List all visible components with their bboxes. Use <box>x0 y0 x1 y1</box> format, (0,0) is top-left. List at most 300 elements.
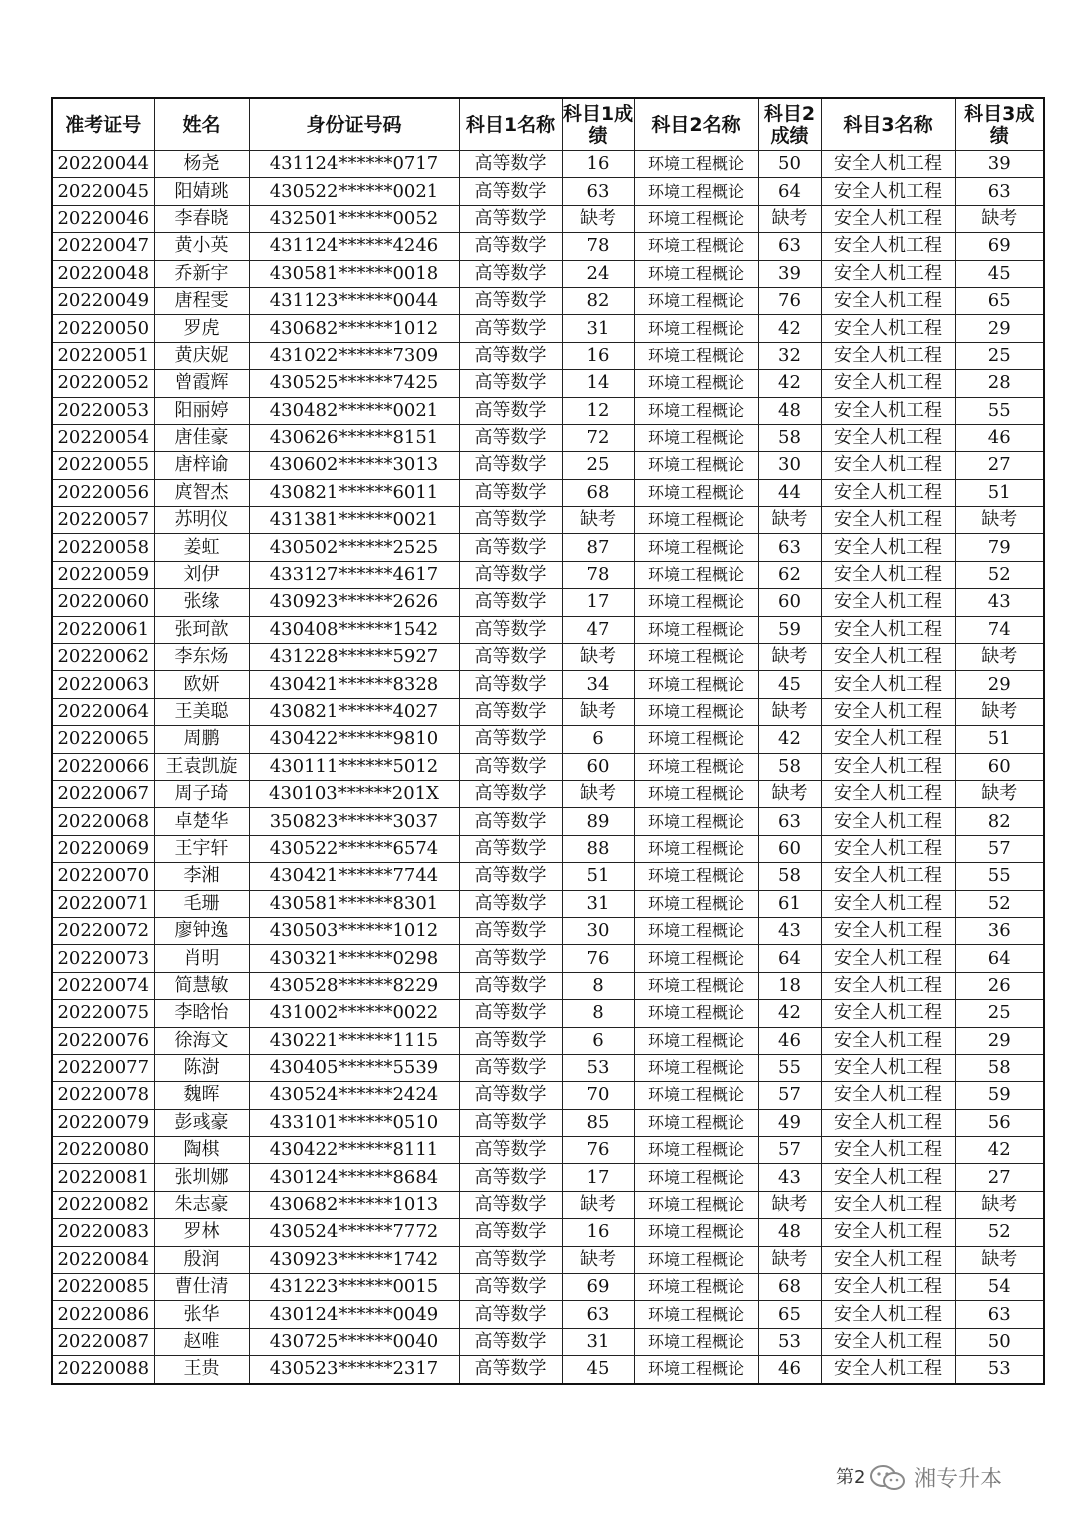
cell-subject1-name: 高等数学 <box>459 917 562 944</box>
cell-subject1-name: 高等数学 <box>459 260 562 287</box>
table-row <box>52 863 1044 890</box>
cell-subject1-name: 高等数学 <box>459 589 562 616</box>
cell-subject3-name: 安全人机工程 <box>821 1137 955 1164</box>
cell-subject1-score: 63 <box>562 178 634 205</box>
cell-subject3-name: 安全人机工程 <box>821 287 955 314</box>
cell-subject1-name: 高等数学 <box>459 452 562 479</box>
cell-subject2-name: 环境工程概论 <box>634 1328 758 1355</box>
cell-name: 李春晓 <box>154 205 249 232</box>
cell-subject1-score: 89 <box>562 808 634 835</box>
cell-subject1-name: 高等数学 <box>459 1246 562 1273</box>
cell-subject3-score: 39 <box>955 151 1044 178</box>
cell-name: 彭彧豪 <box>154 1109 249 1136</box>
cell-subject2-score: 43 <box>758 1164 821 1191</box>
cell-id-number: 430482******0021 <box>249 397 459 424</box>
cell-subject3-name: 安全人机工程 <box>821 698 955 725</box>
cell-exam-number: 20220071 <box>52 890 154 917</box>
cell-subject3-score: 55 <box>955 863 1044 890</box>
cell-subject2-score: 61 <box>758 890 821 917</box>
cell-subject1-name: 高等数学 <box>459 151 562 178</box>
cell-id-number: 430821******4027 <box>249 698 459 725</box>
cell-id-number: 430581******8301 <box>249 890 459 917</box>
cell-subject3-score: 29 <box>955 671 1044 698</box>
cell-subject1-name: 高等数学 <box>459 479 562 506</box>
cell-subject2-score: 60 <box>758 589 821 616</box>
cell-subject1-score: 缺考 <box>562 1191 634 1218</box>
cell-subject3-name: 安全人机工程 <box>821 561 955 588</box>
table-row <box>52 1274 1044 1301</box>
cell-subject3-name: 安全人机工程 <box>821 233 955 260</box>
table-row <box>52 534 1044 561</box>
cell-subject2-name: 环境工程概论 <box>634 1082 758 1109</box>
cell-subject2-score: 43 <box>758 917 821 944</box>
cell-subject3-score: 74 <box>955 616 1044 643</box>
cell-name: 王宇轩 <box>154 835 249 862</box>
cell-id-number: 431002******0022 <box>249 1000 459 1027</box>
cell-subject2-name: 环境工程概论 <box>634 644 758 671</box>
cell-exam-number: 20220044 <box>52 151 154 178</box>
cell-subject1-score: 缺考 <box>562 644 634 671</box>
cell-subject2-score: 缺考 <box>758 644 821 671</box>
cell-subject1-name: 高等数学 <box>459 1054 562 1081</box>
cell-subject2-name: 环境工程概论 <box>634 260 758 287</box>
cell-subject1-name: 高等数学 <box>459 808 562 835</box>
cell-subject2-name: 环境工程概论 <box>634 287 758 314</box>
cell-name: 张圳娜 <box>154 1164 249 1191</box>
cell-subject2-score: 65 <box>758 1301 821 1328</box>
cell-name: 庹智杰 <box>154 479 249 506</box>
table-row <box>52 1000 1044 1027</box>
cell-id-number: 431022******7309 <box>249 342 459 369</box>
cell-subject1-name: 高等数学 <box>459 534 562 561</box>
cell-subject2-name: 环境工程概论 <box>634 1027 758 1054</box>
cell-subject1-score: 8 <box>562 972 634 999</box>
cell-id-number: 431381******0021 <box>249 507 459 534</box>
cell-subject2-name: 环境工程概论 <box>634 1164 758 1191</box>
table-row <box>52 698 1044 725</box>
cell-id-number: 431124******4246 <box>249 233 459 260</box>
cell-subject3-name: 安全人机工程 <box>821 315 955 342</box>
cell-subject3-score: 53 <box>955 1356 1044 1384</box>
cell-subject3-score: 79 <box>955 534 1044 561</box>
cell-subject2-score: 32 <box>758 342 821 369</box>
cell-subject1-name: 高等数学 <box>459 342 562 369</box>
cell-name: 简慧敏 <box>154 972 249 999</box>
cell-subject2-name: 环境工程概论 <box>634 945 758 972</box>
table-row <box>52 780 1044 807</box>
cell-subject2-score: 68 <box>758 1274 821 1301</box>
cell-subject1-score: 68 <box>562 479 634 506</box>
table-row <box>52 1219 1044 1246</box>
cell-subject2-name: 环境工程概论 <box>634 671 758 698</box>
header-subject3-score: 科目3成绩 <box>955 98 1044 151</box>
cell-subject3-score: 50 <box>955 1328 1044 1355</box>
cell-subject3-name: 安全人机工程 <box>821 1164 955 1191</box>
cell-subject3-score: 缺考 <box>955 507 1044 534</box>
cell-subject3-name: 安全人机工程 <box>821 1356 955 1384</box>
cell-subject3-name: 安全人机工程 <box>821 780 955 807</box>
cell-subject2-name: 环境工程概论 <box>634 561 758 588</box>
header-subject3-name: 科目3名称 <box>821 98 955 151</box>
cell-subject2-score: 18 <box>758 972 821 999</box>
cell-exam-number: 20220049 <box>52 287 154 314</box>
cell-subject1-score: 31 <box>562 1328 634 1355</box>
cell-id-number: 431123******0044 <box>249 287 459 314</box>
cell-subject1-score: 缺考 <box>562 1246 634 1273</box>
cell-name: 姜虹 <box>154 534 249 561</box>
cell-name: 阳丽婷 <box>154 397 249 424</box>
cell-subject3-score: 52 <box>955 1219 1044 1246</box>
table-row <box>52 1082 1044 1109</box>
cell-id-number: 430321******0298 <box>249 945 459 972</box>
cell-id-number: 430523******2317 <box>249 1356 459 1384</box>
cell-subject2-name: 环境工程概论 <box>634 698 758 725</box>
cell-id-number: 430524******7772 <box>249 1219 459 1246</box>
cell-id-number: 430502******2525 <box>249 534 459 561</box>
cell-subject1-name: 高等数学 <box>459 972 562 999</box>
cell-subject1-score: 16 <box>562 1219 634 1246</box>
cell-name: 张华 <box>154 1301 249 1328</box>
cell-subject3-name: 安全人机工程 <box>821 452 955 479</box>
cell-name: 王袁凯旋 <box>154 753 249 780</box>
cell-subject2-name: 环境工程概论 <box>634 452 758 479</box>
cell-subject2-score: 64 <box>758 178 821 205</box>
cell-subject3-score: 缺考 <box>955 698 1044 725</box>
cell-id-number: 430522******6574 <box>249 835 459 862</box>
cell-subject2-score: 63 <box>758 534 821 561</box>
cell-id-number: 430405******5539 <box>249 1054 459 1081</box>
cell-subject1-score: 25 <box>562 452 634 479</box>
cell-exam-number: 20220073 <box>52 945 154 972</box>
cell-subject2-score: 39 <box>758 260 821 287</box>
table-row <box>52 1356 1044 1384</box>
cell-subject2-name: 环境工程概论 <box>634 753 758 780</box>
cell-subject3-name: 安全人机工程 <box>821 890 955 917</box>
table-row <box>52 808 1044 835</box>
cell-subject2-name: 环境工程概论 <box>634 507 758 534</box>
cell-exam-number: 20220086 <box>52 1301 154 1328</box>
cell-subject2-name: 环境工程概论 <box>634 835 758 862</box>
table-row <box>52 1328 1044 1355</box>
table-row <box>52 1027 1044 1054</box>
cell-subject1-score: 76 <box>562 1137 634 1164</box>
cell-subject3-score: 25 <box>955 1000 1044 1027</box>
cell-subject1-name: 高等数学 <box>459 1328 562 1355</box>
table-row <box>52 151 1044 178</box>
cell-subject1-score: 缺考 <box>562 205 634 232</box>
cell-subject2-score: 55 <box>758 1054 821 1081</box>
cell-exam-number: 20220085 <box>52 1274 154 1301</box>
table-row <box>52 287 1044 314</box>
cell-id-number: 430581******0018 <box>249 260 459 287</box>
cell-subject1-score: 30 <box>562 917 634 944</box>
cell-id-number: 430422******8111 <box>249 1137 459 1164</box>
cell-subject2-score: 缺考 <box>758 780 821 807</box>
cell-exam-number: 20220050 <box>52 315 154 342</box>
cell-subject3-score: 缺考 <box>955 1191 1044 1218</box>
cell-subject3-name: 安全人机工程 <box>821 260 955 287</box>
cell-subject1-score: 53 <box>562 1054 634 1081</box>
cell-subject3-name: 安全人机工程 <box>821 1082 955 1109</box>
table-row <box>52 890 1044 917</box>
cell-subject3-name: 安全人机工程 <box>821 1000 955 1027</box>
cell-subject3-name: 安全人机工程 <box>821 178 955 205</box>
cell-id-number: 430124******0049 <box>249 1301 459 1328</box>
cell-subject2-name: 环境工程概论 <box>634 589 758 616</box>
cell-id-number: 430923******2626 <box>249 589 459 616</box>
cell-subject1-score: 16 <box>562 342 634 369</box>
table-row <box>52 644 1044 671</box>
table-row <box>52 424 1044 451</box>
cell-subject1-score: 6 <box>562 1027 634 1054</box>
cell-name: 张珂歆 <box>154 616 249 643</box>
cell-id-number: 430103******201X <box>249 780 459 807</box>
cell-subject2-score: 46 <box>758 1027 821 1054</box>
cell-id-number: 430528******8229 <box>249 972 459 999</box>
table-row <box>52 1301 1044 1328</box>
table-row <box>52 561 1044 588</box>
cell-subject3-name: 安全人机工程 <box>821 616 955 643</box>
cell-subject1-name: 高等数学 <box>459 1301 562 1328</box>
cell-subject2-name: 环境工程概论 <box>634 233 758 260</box>
watermark-text: 湘专升本 <box>914 1467 1003 1492</box>
cell-exam-number: 20220047 <box>52 233 154 260</box>
header-subject1-score: 科目1成绩 <box>562 98 634 151</box>
cell-subject3-score: 36 <box>955 917 1044 944</box>
cell-subject1-score: 缺考 <box>562 698 634 725</box>
cell-subject2-name: 环境工程概论 <box>634 780 758 807</box>
cell-exam-number: 20220052 <box>52 370 154 397</box>
cell-subject3-score: 63 <box>955 178 1044 205</box>
cell-subject2-score: 44 <box>758 479 821 506</box>
cell-subject1-score: 31 <box>562 890 634 917</box>
cell-subject3-score: 42 <box>955 1137 1044 1164</box>
cell-exam-number: 20220080 <box>52 1137 154 1164</box>
cell-subject2-score: 64 <box>758 945 821 972</box>
table-row <box>52 452 1044 479</box>
cell-id-number: 433127******4617 <box>249 561 459 588</box>
cell-subject3-name: 安全人机工程 <box>821 1246 955 1273</box>
cell-id-number: 430111******5012 <box>249 753 459 780</box>
table-row <box>52 616 1044 643</box>
cell-id-number: 430821******6011 <box>249 479 459 506</box>
cell-subject2-score: 63 <box>758 808 821 835</box>
cell-subject2-score: 50 <box>758 151 821 178</box>
cell-subject3-score: 27 <box>955 452 1044 479</box>
cell-exam-number: 20220065 <box>52 726 154 753</box>
cell-subject2-name: 环境工程概论 <box>634 1137 758 1164</box>
cell-name: 殷润 <box>154 1246 249 1273</box>
cell-subject3-score: 45 <box>955 260 1044 287</box>
cell-subject2-name: 环境工程概论 <box>634 917 758 944</box>
cell-subject1-score: 76 <box>562 945 634 972</box>
cell-subject2-name: 环境工程概论 <box>634 890 758 917</box>
table-row <box>52 1164 1044 1191</box>
table-row <box>52 1109 1044 1136</box>
cell-subject2-name: 环境工程概论 <box>634 863 758 890</box>
cell-subject3-score: 56 <box>955 1109 1044 1136</box>
cell-exam-number: 20220057 <box>52 507 154 534</box>
table-row <box>52 178 1044 205</box>
cell-subject2-score: 58 <box>758 753 821 780</box>
cell-subject3-score: 43 <box>955 589 1044 616</box>
watermark <box>868 1462 1002 1493</box>
cell-subject2-name: 环境工程概论 <box>634 205 758 232</box>
cell-id-number: 430525******7425 <box>249 370 459 397</box>
table-row <box>52 205 1044 232</box>
cell-exam-number: 20220062 <box>52 644 154 671</box>
cell-subject2-score: 48 <box>758 397 821 424</box>
cell-subject3-score: 57 <box>955 835 1044 862</box>
cell-name: 魏晖 <box>154 1082 249 1109</box>
cell-subject2-score: 53 <box>758 1328 821 1355</box>
cell-subject3-score: 60 <box>955 753 1044 780</box>
cell-exam-number: 20220059 <box>52 561 154 588</box>
cell-subject1-name: 高等数学 <box>459 178 562 205</box>
cell-exam-number: 20220064 <box>52 698 154 725</box>
cell-subject2-name: 环境工程概论 <box>634 616 758 643</box>
cell-name: 陈澍 <box>154 1054 249 1081</box>
cell-subject2-score: 49 <box>758 1109 821 1136</box>
cell-name: 李湘 <box>154 863 249 890</box>
wechat-icon <box>868 1463 908 1493</box>
cell-subject3-score: 26 <box>955 972 1044 999</box>
cell-subject1-score: 47 <box>562 616 634 643</box>
cell-subject3-score: 54 <box>955 1274 1044 1301</box>
table-row <box>52 671 1044 698</box>
cell-subject1-score: 60 <box>562 753 634 780</box>
cell-subject1-score: 14 <box>562 370 634 397</box>
table-row <box>52 945 1044 972</box>
cell-subject3-name: 安全人机工程 <box>821 1274 955 1301</box>
cell-subject1-name: 高等数学 <box>459 315 562 342</box>
cell-name: 唐佳豪 <box>154 424 249 451</box>
cell-exam-number: 20220076 <box>52 1027 154 1054</box>
cell-name: 王贵 <box>154 1356 249 1384</box>
cell-subject1-name: 高等数学 <box>459 1191 562 1218</box>
cell-id-number: 430626******8151 <box>249 424 459 451</box>
cell-id-number: 430682******1013 <box>249 1191 459 1218</box>
cell-subject2-name: 环境工程概论 <box>634 315 758 342</box>
cell-subject2-score: 57 <box>758 1082 821 1109</box>
cell-id-number: 430422******9810 <box>249 726 459 753</box>
cell-subject2-name: 环境工程概论 <box>634 397 758 424</box>
cell-exam-number: 20220070 <box>52 863 154 890</box>
cell-name: 苏明仪 <box>154 507 249 534</box>
cell-name: 欧妍 <box>154 671 249 698</box>
cell-subject3-score: 缺考 <box>955 644 1044 671</box>
cell-subject1-score: 78 <box>562 561 634 588</box>
cell-name: 杨尧 <box>154 151 249 178</box>
cell-subject1-score: 70 <box>562 1082 634 1109</box>
cell-subject2-name: 环境工程概论 <box>634 1301 758 1328</box>
cell-name: 卓楚华 <box>154 808 249 835</box>
table-row <box>52 1137 1044 1164</box>
cell-name: 黄庆妮 <box>154 342 249 369</box>
table-row <box>52 589 1044 616</box>
cell-exam-number: 20220055 <box>52 452 154 479</box>
cell-subject1-score: 63 <box>562 1301 634 1328</box>
cell-subject3-name: 安全人机工程 <box>821 726 955 753</box>
cell-subject3-name: 安全人机工程 <box>821 671 955 698</box>
cell-id-number: 431124******0717 <box>249 151 459 178</box>
cell-exam-number: 20220087 <box>52 1328 154 1355</box>
page-footer: 第2 <box>836 1467 866 1488</box>
cell-subject1-name: 高等数学 <box>459 1164 562 1191</box>
table-row <box>52 233 1044 260</box>
cell-subject1-name: 高等数学 <box>459 507 562 534</box>
cell-subject2-name: 环境工程概论 <box>634 1274 758 1301</box>
table-row <box>52 835 1044 862</box>
cell-subject3-name: 安全人机工程 <box>821 534 955 561</box>
cell-subject2-score: 45 <box>758 671 821 698</box>
cell-subject3-score: 58 <box>955 1054 1044 1081</box>
cell-id-number: 430421******7744 <box>249 863 459 890</box>
cell-exam-number: 20220077 <box>52 1054 154 1081</box>
cell-subject1-name: 高等数学 <box>459 1274 562 1301</box>
cell-subject3-name: 安全人机工程 <box>821 945 955 972</box>
cell-subject2-score: 59 <box>758 616 821 643</box>
cell-subject1-score: 17 <box>562 1164 634 1191</box>
cell-id-number: 431223******0015 <box>249 1274 459 1301</box>
cell-subject3-name: 安全人机工程 <box>821 1109 955 1136</box>
cell-subject3-name: 安全人机工程 <box>821 342 955 369</box>
cell-subject1-score: 87 <box>562 534 634 561</box>
cell-name: 刘伊 <box>154 561 249 588</box>
cell-subject1-name: 高等数学 <box>459 1109 562 1136</box>
cell-exam-number: 20220084 <box>52 1246 154 1273</box>
cell-exam-number: 20220066 <box>52 753 154 780</box>
cell-subject1-score: 34 <box>562 671 634 698</box>
cell-subject3-name: 安全人机工程 <box>821 917 955 944</box>
table-row <box>52 1191 1044 1218</box>
cell-subject2-name: 环境工程概论 <box>634 1356 758 1384</box>
cell-subject3-score: 28 <box>955 370 1044 397</box>
cell-id-number: 350823******3037 <box>249 808 459 835</box>
cell-subject2-name: 环境工程概论 <box>634 1000 758 1027</box>
cell-subject1-name: 高等数学 <box>459 370 562 397</box>
cell-subject3-score: 缺考 <box>955 205 1044 232</box>
cell-exam-number: 20220082 <box>52 1191 154 1218</box>
cell-id-number: 430524******2424 <box>249 1082 459 1109</box>
cell-subject2-score: 57 <box>758 1137 821 1164</box>
cell-subject1-score: 69 <box>562 1274 634 1301</box>
cell-subject3-score: 46 <box>955 424 1044 451</box>
cell-exam-number: 20220081 <box>52 1164 154 1191</box>
cell-subject3-score: 27 <box>955 1164 1044 1191</box>
cell-id-number: 430522******0021 <box>249 178 459 205</box>
cell-exam-number: 20220083 <box>52 1219 154 1246</box>
cell-subject3-name: 安全人机工程 <box>821 1054 955 1081</box>
cell-id-number: 430221******1115 <box>249 1027 459 1054</box>
cell-exam-number: 20220088 <box>52 1356 154 1384</box>
table-row <box>52 479 1044 506</box>
cell-subject2-name: 环境工程概论 <box>634 1219 758 1246</box>
cell-exam-number: 20220069 <box>52 835 154 862</box>
cell-exam-number: 20220053 <box>52 397 154 424</box>
cell-subject1-score: 45 <box>562 1356 634 1384</box>
table-row <box>52 507 1044 534</box>
cell-name: 陶棋 <box>154 1137 249 1164</box>
cell-subject3-name: 安全人机工程 <box>821 370 955 397</box>
cell-name: 朱志豪 <box>154 1191 249 1218</box>
cell-subject3-name: 安全人机工程 <box>821 424 955 451</box>
cell-id-number: 432501******0052 <box>249 205 459 232</box>
cell-subject1-name: 高等数学 <box>459 1219 562 1246</box>
table-row <box>52 753 1044 780</box>
cell-subject2-name: 环境工程概论 <box>634 370 758 397</box>
cell-exam-number: 20220079 <box>52 1109 154 1136</box>
